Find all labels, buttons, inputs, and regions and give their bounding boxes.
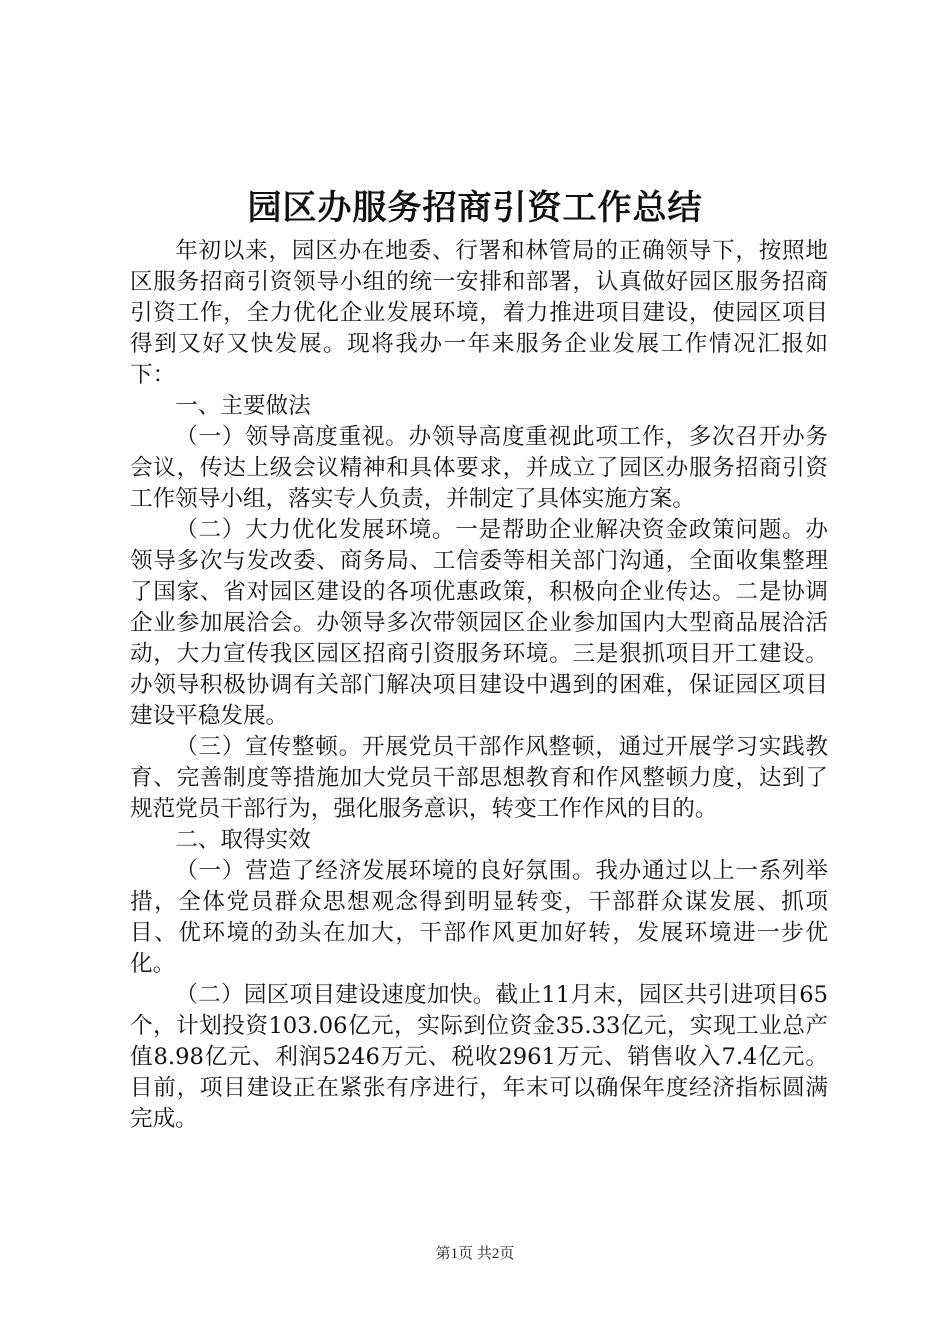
paragraph-rectification: （三）宣传整顿。开展党员干部作风整顿，通过开展学习实践教育、完善制度等措施加大党员干部思想教育和作风整顿力度，达到了规范党员干部行为，强化服务意识，转变工作作风的目的。 (130, 734, 828, 822)
section-heading-results: 二、取得实效 (175, 827, 311, 853)
paragraph-leadership: （一）领导高度重视。办领导高度重视此项工作，多次召开办务会议，传达上级会议精神和具体要求，并成立了园区办服务招商引资工作领导小组，落实专人负责，并制定了具体实施方案。 (130, 424, 828, 512)
paragraph-environment: （二）大力优化发展环境。一是帮助企业解决资金政策问题。办领导多次与发改委、商务局、工信委等相关部门沟通，全面收集整理了国家、省对园区建设的各项优惠政策，积极向企业传达。二是协调企业参加展洽会。办领导多次带领园区企业参加国内大型商品展洽活动，大力宣传我区园区招商引资服务环境。三是狠抓项目开工建设。办领导积极协调有关部门解决项目建设中遇到的困难，保证园区项目建设平稳发展。 (130, 517, 828, 729)
document-title: 园区办服务招商引资工作总结 (247, 188, 703, 228)
section-heading-main-practices: 一、主要做法 (175, 393, 311, 419)
paragraph-atmosphere: （一）营造了经济发展环境的良好氛围。我办通过以上一系列举措，全体党员群众思想观念得到明显转变，干部群众谋发展、抓项目、优环境的劲头在加大，干部作风更加好转，发展环境进一步优化。 (130, 858, 828, 977)
document-body (130, 236, 828, 1135)
paragraph-intro: 年初以来，园区办在地委、行署和林管局的正确领导下，按照地区服务招商引资领导小组的统一安排和部署，认真做好园区服务招商引资工作，全力优化企业发展环境，着力推进项目建设，使园区项目得到又好又快发展。现将我办一年来服务企业发展工作情况汇报如下： (130, 238, 828, 388)
page-footer: 第1页 共2页 (435, 1246, 515, 1262)
paragraph-project-progress: （二）园区项目建设速度加快。截止11月末，园区共引进项目65个，计划投资103.06亿元，实际到位资金35.33亿元，实现工业总产值8.98亿元、利润5246万元、税收2961万元、销售收入7.4亿元。目前，项目建设正在紧张有序进行，年末可以确保年度经济指标圆满完成。 (130, 982, 828, 1132)
